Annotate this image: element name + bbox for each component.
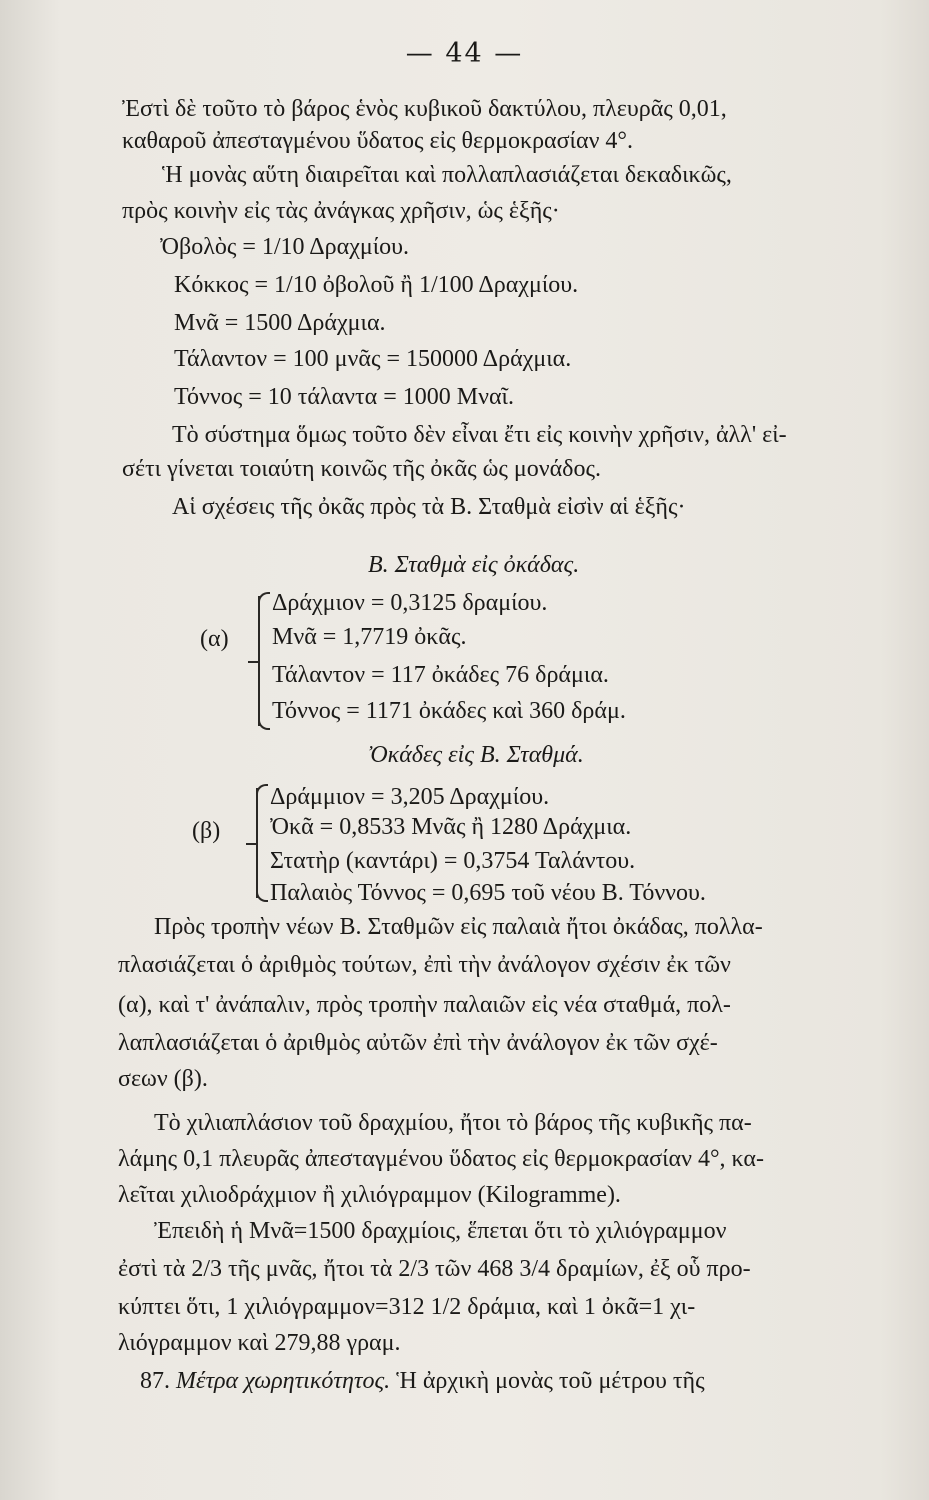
section-number: 87. (140, 1368, 170, 1394)
text-line: Τόννος = 10 τάλαντα = 1000 Μναῖ. (174, 384, 515, 410)
group-b-line: Ὀκᾶ = 0,8533 Μνᾶς ἢ 1280 Δράχμια. (270, 814, 632, 840)
section-heading-b: Ὀκάδες εἰς Β. Σταθμά. (368, 742, 584, 768)
text-line: λάμης 0,1 πλευρᾶς ἀπεσταγμένου ὕδατος εἰς θερμοκρασίαν 4°, κα- (118, 1146, 764, 1172)
text-line: πρὸς κοινὴν εἰς τὰς ἀνάγκας χρῆσιν, ὡς ἑξῆς· (122, 198, 560, 224)
group-label-a: (α) (200, 626, 229, 652)
text-line: Μνᾶ = 1500 Δράχμια. (174, 310, 386, 336)
text-line: Τὸ σύστημα ὅμως τοῦτο δὲν εἶναι ἔτι εἰς κοινὴν χρῆσιν, ἀλλ' εἰ- (172, 422, 787, 448)
group-b-line: Στατὴρ (καντάρι) = 0,3754 Ταλάντου. (270, 848, 636, 874)
group-b-line: Δράμμιον = 3,205 Δραχμίου. (270, 784, 550, 810)
group-a-line: Τάλαντον = 117 ὀκάδες 76 δράμια. (272, 662, 609, 688)
text-line: Ἡ μονὰς αὕτη διαιρεῖται καὶ πολλαπλασιάζεται δεκαδικῶς, (162, 162, 732, 188)
text-line: Αἱ σχέσεις τῆς ὀκᾶς πρὸς τὰ Β. Σταθμὰ εἰσὶν αἱ ἑξῆς· (172, 494, 686, 520)
section-text: Ἡ ἀρχικὴ μονὰς τοῦ μέτρου τῆς (396, 1368, 705, 1394)
text-line: ἐστὶ τὰ 2/3 τῆς μνᾶς, ἤτοι τὰ 2/3 τῶν 468 3/4 δραμίων, ἐξ οὗ προ- (118, 1256, 751, 1282)
group-label-b: (β) (192, 818, 221, 844)
group-b-line: Παλαιὸς Τόννος = 0,695 τοῦ νέου Β. Τόννου. (270, 880, 706, 906)
text-line: σέτι γίνεται τοιαύτη κοινῶς τῆς ὀκᾶς ὡς μονάδος. (122, 456, 601, 482)
text-line: σεων (β). (118, 1066, 208, 1092)
section-title: Μέτρα χωρητικότητος. (176, 1368, 391, 1394)
page-number: — 44 — (405, 38, 524, 69)
brace-a (258, 596, 260, 726)
group-a-line: Μνᾶ = 1,7719 ὀκᾶς. (272, 624, 467, 650)
last-line (140, 1366, 705, 1396)
text-line: Ἐπειδὴ ἡ Μνᾶ=1500 δραχμίοις, ἕπεται ὅτι τὸ χιλιόγραμμον (154, 1218, 727, 1244)
group-a-line: Τόννος = 1171 ὀκάδες καὶ 360 δράμ. (272, 698, 626, 724)
text-line: (α), καὶ τ' ἀνάπαλιν, πρὸς τροπὴν παλαιῶν εἰς νέα σταθμά, πολ- (118, 992, 731, 1018)
group-a-line: Δράχμιον = 0,3125 δραμίου. (272, 590, 548, 616)
text-line: λαπλασιάζεται ὁ ἀριθμὸς αὐτῶν ἐπὶ τὴν ἀνάλογον ἐκ τῶν σχέ- (118, 1030, 718, 1056)
text-line: καθαροῦ ἀπεσταγμένου ὕδατος εἰς θερμοκρασίαν 4°. (122, 128, 634, 154)
text-line: Ὀβολὸς = 1/10 Δραχμίου. (160, 234, 410, 260)
text-line: Κόκκος = 1/10 ὀβολοῦ ἢ 1/100 Δραχμίου. (174, 272, 579, 298)
text-line: λεῖται χιλιοδράχμιον ἢ χιλιόγραμμον (Kilogramme). (118, 1182, 621, 1208)
text-line: Τάλαντον = 100 μνᾶς = 150000 Δράχμια. (174, 346, 572, 372)
text-line: κύπτει ὅτι, 1 χιλιόγραμμον=312 1/2 δράμια, καὶ 1 ὀκᾶ=1 χι- (118, 1294, 696, 1320)
text-line: πλασιάζεται ὁ ἀριθμὸς τούτων, ἐπὶ τὴν ἀνάλογον σχέσιν ἐκ τῶν (118, 952, 731, 978)
text-line: λιόγραμμον καὶ 279,88 γραμ. (118, 1330, 401, 1356)
text-line: Τὸ χιλιαπλάσιον τοῦ δραχμίου, ἤτοι τὸ βάρος τῆς κυβικῆς πα- (154, 1110, 752, 1136)
brace-b (256, 788, 258, 898)
text-line: Πρὸς τροπὴν νέων Β. Σταθμῶν εἰς παλαιὰ ἤτοι ὀκάδας, πολλα- (154, 914, 763, 940)
section-heading-a: Β. Σταθμὰ εἰς ὀκάδας. (368, 552, 580, 578)
text-line: Ἐστὶ δὲ τοῦτο τὸ βάρος ἑνὸς κυβικοῦ δακτύλου, πλευρᾶς 0,01, (122, 96, 727, 122)
